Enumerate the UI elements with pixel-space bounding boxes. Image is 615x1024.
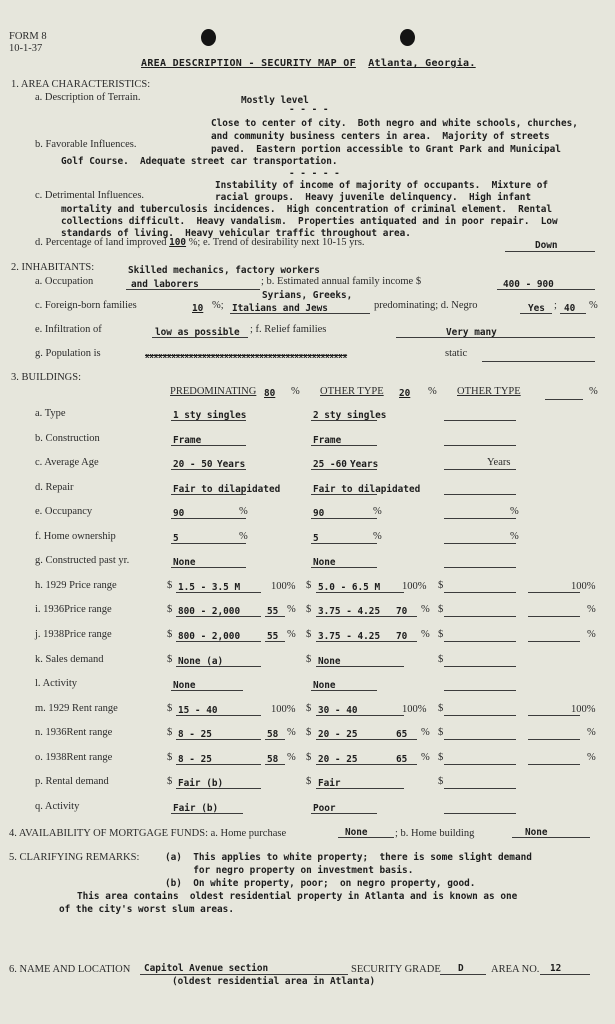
area-number: 12 xyxy=(550,963,562,974)
dollar-sign: $ xyxy=(438,629,444,640)
other-type-underline xyxy=(311,469,377,470)
other-type-underline xyxy=(311,813,377,814)
col-predominating: PREDOMINATING xyxy=(170,386,257,397)
predominating-underline xyxy=(176,592,261,593)
dollar-sign: $ xyxy=(167,776,173,787)
predominating-underline xyxy=(171,813,243,814)
grade-underline xyxy=(440,974,486,975)
dollar-sign: $ xyxy=(167,580,173,591)
other-type-underline xyxy=(311,420,377,421)
area-no-label: AREA NO. xyxy=(491,964,540,975)
income-value: 400 - 900 xyxy=(503,279,554,290)
other-pct-value: 70 xyxy=(396,606,408,617)
terrain-value: Mostly level xyxy=(241,95,309,106)
predominating-underline xyxy=(171,690,243,691)
dollar-sign: $ xyxy=(167,703,173,714)
negro-underline xyxy=(520,313,552,314)
remark-line-3: (b) On white property, poor; on negro property, good. xyxy=(165,878,476,889)
predominating-underline xyxy=(176,764,261,765)
predominating-underline xyxy=(176,788,261,789)
other-type-value: Poor xyxy=(313,803,336,814)
other-type-value: None xyxy=(313,557,336,568)
other-type2-underline xyxy=(444,445,516,446)
pct-sign: % xyxy=(421,727,430,738)
years-suffix: Years xyxy=(217,459,246,470)
remarks-label: 5. CLARIFYING REMARKS: xyxy=(9,852,140,863)
page-title xyxy=(141,58,476,69)
name-location-label: 6. NAME AND LOCATION xyxy=(9,964,131,975)
buildings-row-label: p. Rental demand xyxy=(35,776,109,787)
occupation-label: a. Occupation xyxy=(35,276,94,287)
form-number: FORM 8 xyxy=(9,31,47,42)
predominating-underline xyxy=(176,739,261,740)
other-type-underline xyxy=(316,788,404,789)
dollar-sign: $ xyxy=(438,752,444,763)
other-type2-underline xyxy=(444,518,516,519)
favorable-line-4: Golf Course. Adequate street car transportation. xyxy=(61,156,338,167)
population-label: g. Population is xyxy=(35,348,101,359)
foreign-nationalities: Italians and Jews xyxy=(232,303,328,314)
other-type2-underline xyxy=(444,494,516,495)
detrimental-line-2: racial groups. Heavy juvenile delinquency. High infant xyxy=(215,192,532,203)
other-pct-value: 100% xyxy=(402,581,427,592)
form-date: 10-1-37 xyxy=(9,43,43,54)
col3-pct-underline xyxy=(528,592,580,593)
other-type-underline xyxy=(316,715,404,716)
buildings-row-label: m. 1929 Rent range xyxy=(35,703,118,714)
favorable-line-1: Close to center of city. Both negro and white schools, churches, xyxy=(211,118,578,129)
other-pct: 20 xyxy=(399,388,411,399)
trend-value: Down xyxy=(535,240,558,251)
pct-sign: % xyxy=(510,531,519,542)
inhabitants-type: Skilled mechanics, factory workers xyxy=(128,265,320,276)
section2-heading: 2. INHABITANTS: xyxy=(11,262,95,273)
foreign-value: 10 xyxy=(192,303,204,314)
negro-value: Yes xyxy=(528,303,545,314)
pct-sign: % xyxy=(239,531,248,542)
section1-heading: 1. AREA CHARACTERISTICS: xyxy=(11,79,151,90)
dash-separator-1: - - - - xyxy=(289,104,329,115)
buildings-row-label: a. Type xyxy=(35,408,66,419)
home-purchase-value: None xyxy=(345,827,368,838)
pct-sign: % xyxy=(287,727,296,738)
pct-sign: % xyxy=(373,506,382,517)
other-pct-underline xyxy=(393,739,417,740)
col-other-type-2: OTHER TYPE xyxy=(457,386,521,397)
dollar-sign: $ xyxy=(306,776,312,787)
predominating-underline xyxy=(171,567,246,568)
pred-pct: 80 xyxy=(264,388,276,399)
predominating-underline xyxy=(171,445,246,446)
land-improved-text: d. Percentage of land improved xyxy=(35,237,167,248)
predominating-value: Fair (b) xyxy=(173,803,219,814)
other-type-underline xyxy=(316,666,404,667)
col3-pct-sign: % xyxy=(589,386,598,397)
other-type2-underline xyxy=(444,567,516,568)
area-subname: (oldest residential area in Atlanta) xyxy=(172,976,376,987)
col3-pct-underline xyxy=(528,715,580,716)
foreign-nationalities-top: Syrians, Greeks, xyxy=(262,290,353,301)
other-type-value: Fair xyxy=(318,778,341,789)
grade-label: SECURITY GRADE xyxy=(351,964,441,975)
years-suffix: Years xyxy=(350,459,379,470)
dollar-sign: $ xyxy=(438,703,444,714)
pct-sign: % xyxy=(510,506,519,517)
other-type-value: 3.75 - 4.25 xyxy=(318,631,381,642)
land-improved-label xyxy=(35,237,365,248)
col3-pct-underline xyxy=(528,739,580,740)
other-type-value: 30 - 40 xyxy=(318,705,358,716)
other-type-underline xyxy=(316,739,404,740)
predominating-value: 800 - 2,000 xyxy=(178,606,241,617)
other-type2-underline xyxy=(444,690,516,691)
remark-line-5: of the city's worst slum areas. xyxy=(59,904,234,915)
remark-line-2: for negro property on investment basis. xyxy=(165,865,414,876)
pct-sign: % xyxy=(239,506,248,517)
other-type-value: 2 sty singles xyxy=(313,410,387,421)
predominating-underline xyxy=(176,666,261,667)
predominating-value: 90 xyxy=(173,508,185,519)
other-type2-underline xyxy=(444,788,516,789)
other-pct-underline xyxy=(393,764,417,765)
other-pct-sign: % xyxy=(428,386,437,397)
other-type-underline xyxy=(311,494,377,495)
col-other-type: OTHER TYPE xyxy=(320,386,384,397)
other-pct-value: 65 xyxy=(396,754,408,765)
other-type2-underline xyxy=(444,764,516,765)
other-type2-underline xyxy=(444,592,516,593)
pred-pct-sign: % xyxy=(291,386,300,397)
trend-label: %; e. Trend of desirability next 10-15 yrs. xyxy=(188,237,365,248)
predominating-value: 8 - 25 xyxy=(178,729,212,740)
title-text: AREA DESCRIPTION - SECURITY MAP OF xyxy=(141,58,356,69)
buildings-row-label: b. Construction xyxy=(35,433,100,444)
predominating-value: Fair (b) xyxy=(178,778,224,789)
dollar-sign: $ xyxy=(438,776,444,787)
punch-hole-right xyxy=(400,29,415,46)
predominating-value: Fair to dilapidated xyxy=(173,484,281,495)
remark-line-1: (a) This applies to white property; there is some slight demand xyxy=(165,852,532,863)
occupation-underline xyxy=(126,289,260,290)
area-no-underline xyxy=(540,974,590,975)
foreign-label: c. Foreign-born families xyxy=(35,300,137,311)
buildings-row-label: e. Occupancy xyxy=(35,506,93,517)
pred-pct-underline xyxy=(265,641,285,642)
buildings-row-label: n. 1936Rent range xyxy=(35,727,113,738)
pct-sign: % xyxy=(587,727,596,738)
other-type2-underline xyxy=(444,469,516,470)
other-type-underline xyxy=(316,592,404,593)
dollar-sign: $ xyxy=(438,654,444,665)
predominating-value: 800 - 2,000 xyxy=(178,631,241,642)
other-pct-underline xyxy=(393,616,417,617)
predominating-underline xyxy=(171,518,246,519)
home-building-label: ; b. Home building xyxy=(395,828,475,839)
pct-sign: % xyxy=(421,629,430,640)
buildings-row-label: k. Sales demand xyxy=(35,654,104,665)
col3-pct-underline xyxy=(528,616,580,617)
mortgage-label: 4. AVAILABILITY OF MORTGAGE FUNDS: a. Home purchase xyxy=(9,828,287,839)
pred-pct-value: 55 xyxy=(267,606,279,617)
detrimental-line-3: mortality and tuberculosis incidences. High concentration of criminal element. Rental xyxy=(61,204,553,215)
predominating-underline xyxy=(176,641,261,642)
area-name-underline xyxy=(140,974,348,975)
other-type-underline xyxy=(311,445,377,446)
semicolon: ; xyxy=(554,300,557,311)
other-type2-underline xyxy=(444,813,516,814)
pct-sign: % xyxy=(587,752,596,763)
infiltration-label: e. Infiltration of xyxy=(35,324,102,335)
other-type-value: 5.0 - 6.5 M xyxy=(318,582,381,593)
buildings-row-label: f. Home ownership xyxy=(35,531,116,542)
predominating-value: None (a) xyxy=(178,656,224,667)
dollar-sign: $ xyxy=(306,703,312,714)
dollar-sign: $ xyxy=(167,727,173,738)
punch-hole-left xyxy=(201,29,216,46)
pct-sign: % xyxy=(373,531,382,542)
pred-pct-value: 55 xyxy=(267,631,279,642)
section3-heading: 3. BUILDINGS: xyxy=(11,372,81,383)
other-pct-value: 70 xyxy=(396,631,408,642)
detrimental-line-4: collections difficult. Heavy vandalism. Properties antiquated and in poor repair. Low xyxy=(61,216,558,227)
pct-sign: % xyxy=(287,752,296,763)
pred-pct-underline xyxy=(265,739,285,740)
predominating-value: 15 - 40 xyxy=(178,705,218,716)
other-type-value: 20 - 25 xyxy=(318,729,358,740)
income-label: ; b. Estimated annual family income $ xyxy=(261,276,422,287)
other-type-underline xyxy=(311,518,377,519)
other-type-underline xyxy=(316,616,404,617)
dollar-sign: $ xyxy=(438,604,444,615)
pred-pct-value: 100% xyxy=(271,581,296,592)
land-improved-value: 100 xyxy=(169,237,187,248)
predominating-value: 1 sty singles xyxy=(173,410,247,421)
favorable-line-3: paved. Eastern portion accessible to Grant Park and Municipal xyxy=(211,144,561,155)
negro-pct: 40 xyxy=(564,303,576,314)
other-type-value: None xyxy=(318,656,341,667)
predominating-underline xyxy=(176,715,261,716)
pred-pct-value: 58 xyxy=(267,754,279,765)
pct-sign-foreign: %; xyxy=(212,300,224,311)
other-type2-underline xyxy=(444,715,516,716)
other-type-underline xyxy=(316,764,404,765)
dollar-sign: $ xyxy=(167,629,173,640)
home-building-underline xyxy=(512,837,590,838)
other-type2-underline xyxy=(444,641,516,642)
other-type-value: None xyxy=(313,680,336,691)
buildings-row-label: o. 1938Rent range xyxy=(35,752,113,763)
other-type2-underline xyxy=(444,420,516,421)
relief-underline xyxy=(396,337,595,338)
pct-sign-negro: % xyxy=(589,300,598,311)
other-type-underline xyxy=(311,567,377,568)
buildings-row-label: c. Average Age xyxy=(35,457,99,468)
buildings-row-label: d. Repair xyxy=(35,482,74,493)
other-type2-underline xyxy=(444,616,516,617)
population-struck: xxxxxxxxxxxxxxxxxxxxxxxxxxxxxxxxxxxxxxxxxxxxxx xyxy=(145,351,348,360)
predominating-value: None xyxy=(173,557,196,568)
area-name: Capitol Avenue section xyxy=(144,963,269,974)
predominating-value: 8 - 25 xyxy=(178,754,212,765)
favorable-line-2: and community business centers in area. Majority of streets xyxy=(211,131,550,142)
remark-line-4: This area contains oldest residential property in Atlanta and is known as one xyxy=(77,891,518,902)
pred-pct-underline xyxy=(265,764,285,765)
detrimental-line-5: standards of living. Heavy vehicular traffic throughout area. xyxy=(61,228,411,239)
dollar-sign: $ xyxy=(167,654,173,665)
other-type-value: 20 - 25 xyxy=(318,754,358,765)
buildings-row-label: q. Activity xyxy=(35,801,80,812)
predominating-underline xyxy=(171,469,246,470)
pct-sign: % xyxy=(421,752,430,763)
relief-value: Very many xyxy=(446,327,497,338)
other-type-value: 25 -60 xyxy=(313,459,347,470)
pct-sign: % xyxy=(287,604,296,615)
detrimental-label: c. Detrimental Influences. xyxy=(35,190,145,201)
population-value: static xyxy=(445,348,468,359)
buildings-row-label: i. 1936Price range xyxy=(35,604,112,615)
favorable-label: b. Favorable Influences. xyxy=(35,139,137,150)
infiltration-value: low as possible xyxy=(155,327,240,338)
other-pct-value: 100% xyxy=(402,704,427,715)
home-building-value: None xyxy=(525,827,548,838)
buildings-row-label: h. 1929 Price range xyxy=(35,580,117,591)
other-type2-underline xyxy=(444,739,516,740)
detrimental-line-1: Instability of income of majority of occupants. Mixture of xyxy=(215,180,549,191)
predominating-underline xyxy=(171,494,246,495)
dollar-sign: $ xyxy=(306,580,312,591)
other-type-underline xyxy=(311,543,377,544)
years-suffix: Years xyxy=(487,457,511,468)
infiltration-underline xyxy=(152,337,248,338)
occupation-value: and laborers xyxy=(131,279,199,290)
col3-pct-underline xyxy=(528,764,580,765)
pred-pct-underline xyxy=(265,616,285,617)
home-purchase-underline xyxy=(338,837,394,838)
dollar-sign: $ xyxy=(167,604,173,615)
dollar-sign: $ xyxy=(306,654,312,665)
predominating-value: Frame xyxy=(173,435,202,446)
pct-sign: % xyxy=(287,629,296,640)
income-underline xyxy=(497,289,595,290)
buildings-row-label: g. Constructed past yr. xyxy=(35,555,130,566)
dollar-sign: $ xyxy=(438,580,444,591)
other-type2-underline xyxy=(444,666,516,667)
col3-pct-underline xyxy=(528,641,580,642)
predominating-underline xyxy=(171,543,246,544)
population-underline xyxy=(482,361,595,362)
col3-pct-value: 100% xyxy=(571,704,596,715)
foreign-underline xyxy=(230,313,370,314)
relief-label: ; f. Relief families xyxy=(250,324,327,335)
pct-sign: % xyxy=(587,604,596,615)
security-grade: D xyxy=(458,963,464,974)
pred-pct-value: 100% xyxy=(271,704,296,715)
trend-underline xyxy=(505,251,595,252)
predominating-value: None xyxy=(173,680,196,691)
predominating-underline xyxy=(171,420,246,421)
dollar-sign: $ xyxy=(306,629,312,640)
other-type-value: 5 xyxy=(313,533,319,544)
other-type-value: Fair to dilapidated xyxy=(313,484,421,495)
buildings-row-label: j. 1938Price range xyxy=(35,629,112,640)
dollar-sign: $ xyxy=(167,752,173,763)
dollar-sign: $ xyxy=(438,727,444,738)
terrain-label: a. Description of Terrain. xyxy=(35,92,141,103)
other-type-underline xyxy=(311,690,377,691)
dash-separator-2: - - - - - xyxy=(289,168,340,179)
other-type2-underline xyxy=(444,543,516,544)
buildings-row-label: l. Activity xyxy=(35,678,77,689)
other-type-value: Frame xyxy=(313,435,342,446)
pct-sign: % xyxy=(421,604,430,615)
negro-pct-underline xyxy=(560,313,586,314)
other-type-value: 3.75 - 4.25 xyxy=(318,606,381,617)
col3-pct-value: 100% xyxy=(571,581,596,592)
predominating-value: 1.5 - 3.5 M xyxy=(178,582,241,593)
dollar-sign: $ xyxy=(306,727,312,738)
dollar-sign: $ xyxy=(306,752,312,763)
pred-pct-value: 58 xyxy=(267,729,279,740)
predominating-value: 5 xyxy=(173,533,179,544)
col3-pct-underline xyxy=(545,399,583,400)
other-type-underline xyxy=(316,641,404,642)
predominating-label: predominating; d. Negro xyxy=(374,300,478,311)
pct-sign: % xyxy=(587,629,596,640)
dollar-sign: $ xyxy=(306,604,312,615)
other-pct-underline xyxy=(393,641,417,642)
other-type-value: 90 xyxy=(313,508,325,519)
predominating-value: 20 - 50 xyxy=(173,459,213,470)
other-pct-value: 65 xyxy=(396,729,408,740)
predominating-underline xyxy=(176,616,261,617)
city-name: Atlanta, Georgia. xyxy=(368,58,476,69)
